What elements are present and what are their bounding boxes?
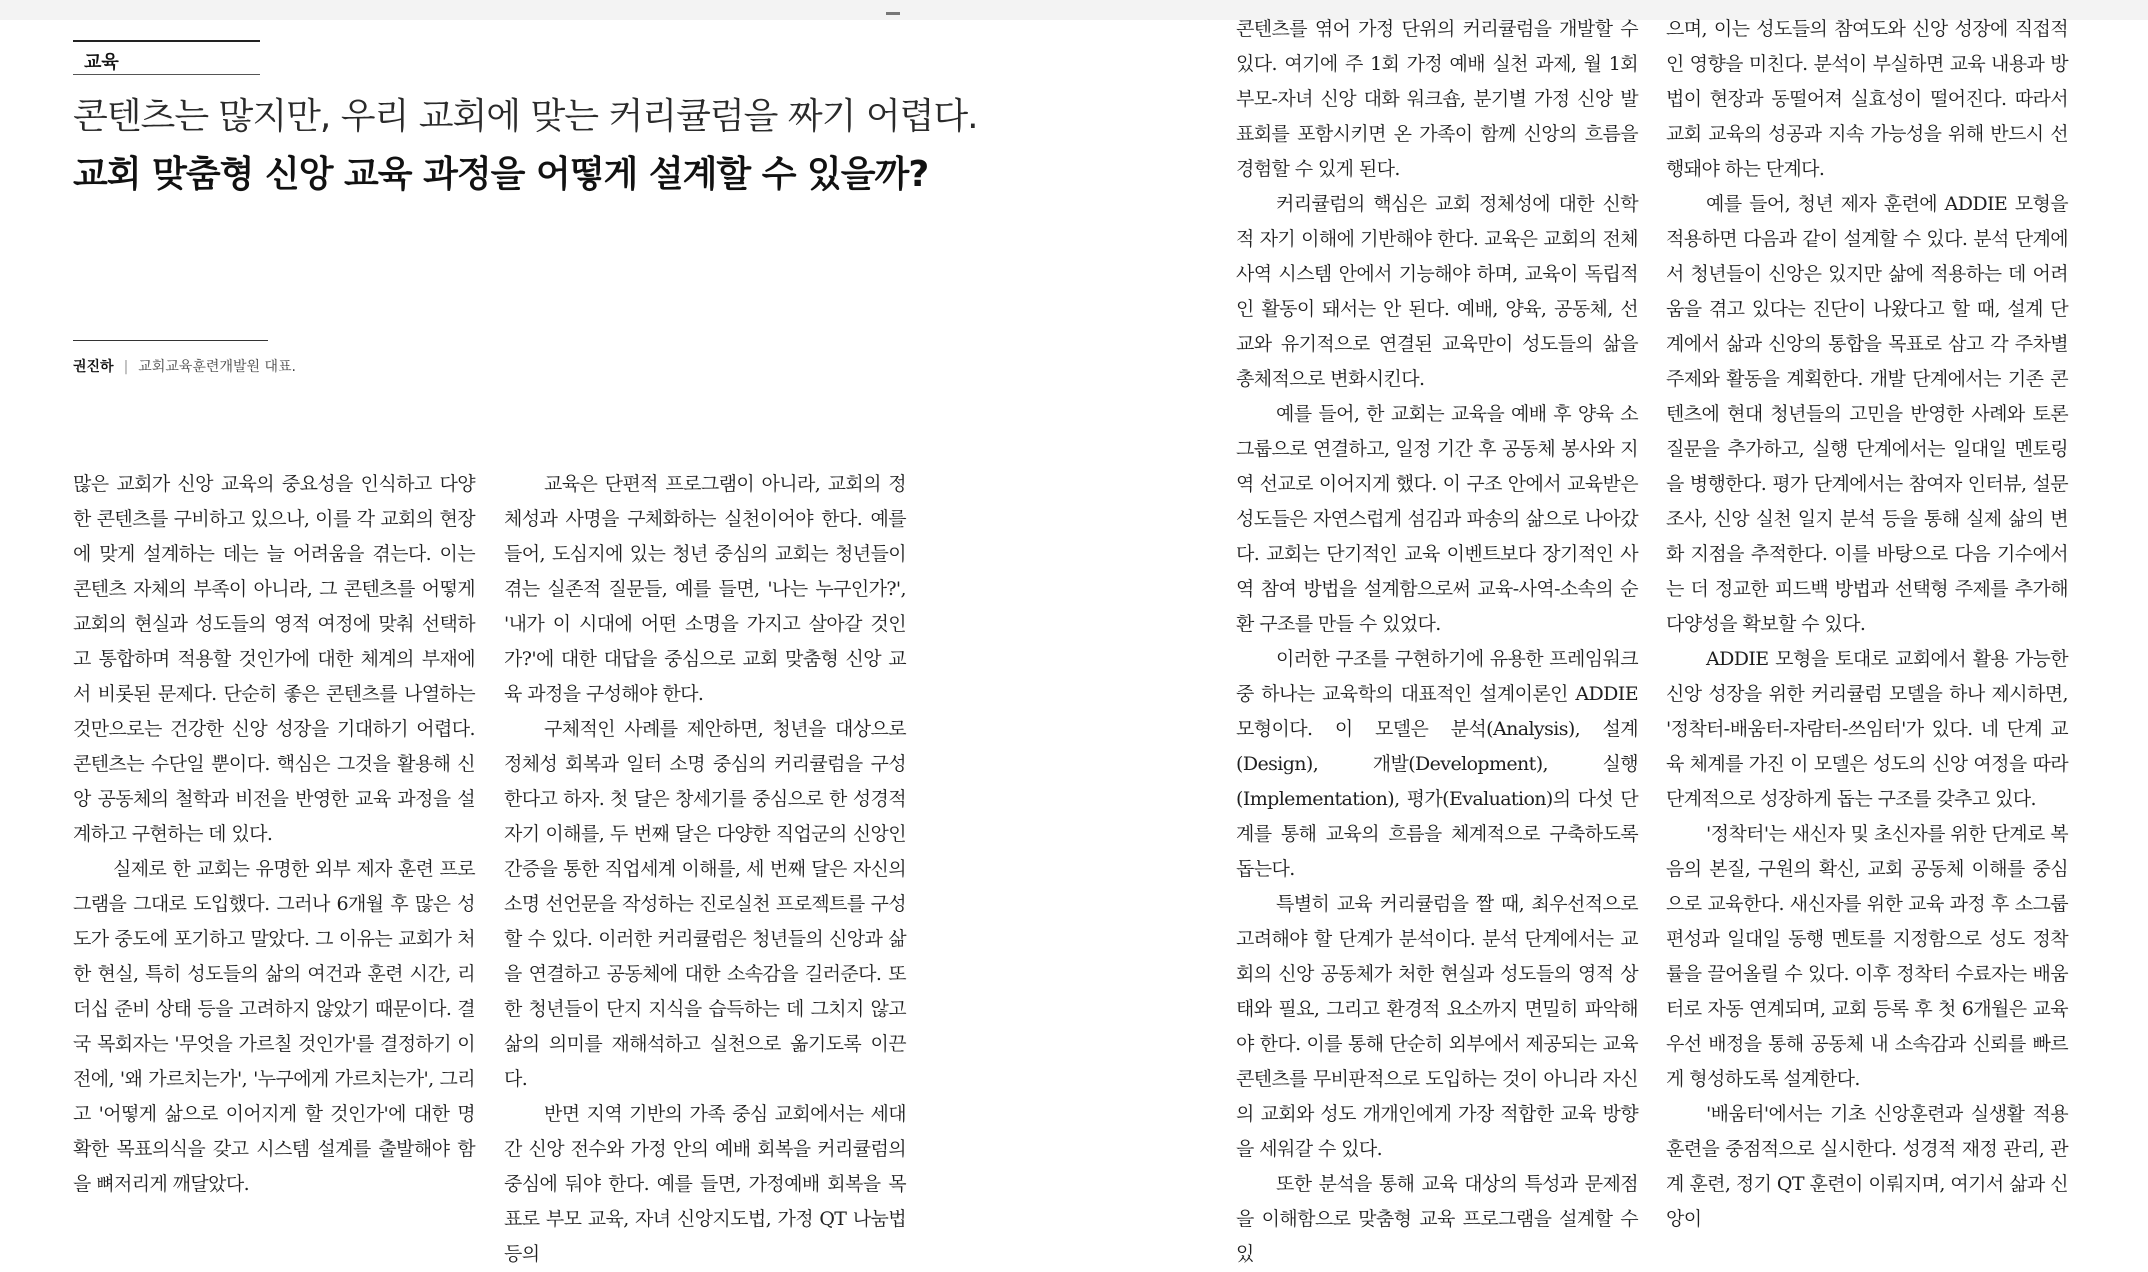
author-byline bbox=[73, 356, 296, 376]
paragraph: '정착터'는 새신자 및 초신자를 위한 단계로 복음의 본질, 구원의 확신, 교회 공동체 이해를 중심으로 교육한다. 새신자를 위한 교육 과정 후 소그룹 편성과 일대일 동행 멘토를 지정함으로 성도 정착률을 끌어올릴 수 있다. 이후 정착터 수료자는 배움터로 자동 연계되며, 교회 등록 후 첫 6개월은 교육 우선 배정을 통해 공동체 내 소속감과 신뢰를 빠르게 형성하도록 설계한다. bbox=[1666, 823, 2068, 1090]
author-name: 권진하 bbox=[73, 359, 114, 375]
author-rule bbox=[73, 340, 268, 341]
paragraph: '배움터'에서는 기초 신앙훈련과 실생활 적용 훈련을 중점적으로 실시한다. 성경적 재정 관리, 관계 훈련, 정기 QT 훈련이 이뤄지며, 여기서 삶과 신앙이 bbox=[1666, 1103, 2068, 1230]
paragraph: 커리큘럼의 핵심은 교회 정체성에 대한 신학적 자기 이해에 기반해야 한다. 교육은 교회의 전체 사역 시스템 안에서 기능해야 하며, 교육이 독립적인 활동이 돼서는 안 된다. 예배, 양육, 공동체, 선교와 유기적으로 연결된 교육만이 성도들의 삶을 총체적으로 변화시킨다. bbox=[1236, 193, 1638, 390]
paragraph: 또한 분석을 통해 교육 대상의 특성과 문제점을 이해함으로 맞춤형 교육 프로그램을 설계할 수 있 bbox=[1236, 1173, 1638, 1265]
section-rule-bottom bbox=[73, 74, 260, 75]
paragraph: ADDIE 모형을 토대로 교회에서 활용 가능한 신앙 성장을 위한 커리큘럼 모델을 하나 제시하면, '정착터-배움터-자람터-쓰임터'가 있다. 네 단계 교육 체계를 가진 이 모델은 성도의 신앙 여정을 따라 단계적으로 성장하게 돕는 구조를 갖추고 있다. bbox=[1666, 648, 2068, 810]
author-affiliation: 교회교육훈련개발원 대표. bbox=[138, 359, 296, 375]
paragraph: 특별히 교육 커리큘럼을 짤 때, 최우선적으로 고려해야 할 단계가 분석이다. 분석 단계에서는 교회의 신앙 공동체가 처한 현실과 성도들의 영적 상태와 필요, 그리고 환경적 요소까지 면밀히 파악해야 한다. 이를 통해 단순히 외부에서 제공되는 교육 콘텐츠를 무비판적으로 도입하는 것이 아니라 자신의 교회와 성도 개개인에게 가장 적합한 교육 방향을 세워갈 수 있다. bbox=[1236, 893, 1638, 1160]
section-rule-top bbox=[73, 40, 260, 42]
paragraph: 으며, 이는 성도들의 참여도와 신앙 성장에 직접적인 영향을 미친다. 분석이 부실하면 교육 내용과 방법이 현장과 동떨어져 실효성이 떨어진다. 따라서 교회 교육의 성공과 지속 가능성을 위해 반드시 선행돼야 하는 단계다. bbox=[1666, 18, 2068, 180]
right-column-2 bbox=[1666, 12, 2068, 1230]
paragraph: 이러한 구조를 구현하기에 유용한 프레임워크 중 하나는 교육학의 대표적인 설계이론인 ADDIE 모형이다. 이 모델은 분석(Analysis), 설계(Design), 개발(Development), 실행(Implementation), 평가(Evaluation)의 다섯 단계를 통해 교육의 흐름을 체계적으로 구축하도록 돕는다. bbox=[1236, 648, 1638, 880]
section-label: 교육 bbox=[84, 52, 119, 73]
paragraph: 실제로 한 교회는 유명한 외부 제자 훈련 프로그램을 그대로 도입했다. 그러나 6개월 후 많은 성도가 중도에 포기하고 말았다. 그 이유는 교회가 처한 현실, 특히 성도들의 삶의 여건과 훈련 시간, 리더십 준비 상태 등을 고려하지 않았기 때문이다. 결국 목회자는 '무엇을 가르칠 것인가'를 결정하기 이전에, '왜 가르치는가', '누구에게 가르치는가', 그리고 '어떻게 삶으로 이어지게 할 것인가'에 대한 명확한 목표의식을 갖고 시스템 설계를 출발해야 함을 뼈저리게 깨달았다. bbox=[73, 858, 475, 1195]
paragraph: 구체적인 사례를 제안하면, 청년을 대상으로 정체성 회복과 일터 소명 중심의 커리큘럼을 구성한다고 하자. 첫 달은 창세기를 중심으로 한 성경적 자기 이해를, 두 번째 달은 다양한 직업군의 신앙인 간증을 통한 직업세계 이해를, 세 번째 달은 자신의 소명 선언문을 작성하는 진로실천 프로젝트를 구성할 수 있다. 이러한 커리큘럼은 청년들의 신앙과 삶을 연결하고 공동체에 대한 소속감을 길러준다. 또한 청년들이 단지 지식을 습득하는 데 그치지 않고 삶의 의미를 재해석하고 실천으로 옮기도록 이끈다. bbox=[504, 718, 906, 1090]
left-column-1 bbox=[73, 467, 475, 1207]
paragraph: 예를 들어, 청년 제자 훈련에 ADDIE 모형을 적용하면 다음과 같이 설계할 수 있다. 분석 단계에서 청년들이 신앙은 있지만 삶에 적용하는 데 어려움을 겪고 있다는 진단이 나왔다고 할 때, 설계 단계에서 삶과 신앙의 통합을 목표로 삼고 각 주차별 주제와 활동을 계획한다. 개발 단계에서는 기존 콘텐츠에 현대 청년들의 고민을 반영한 사례와 토론 질문을 추가하고, 실행 단계에서는 일대일 멘토링을 병행한다. 평가 단계에서는 참여자 인터뷰, 설문조사, 신앙 실천 일지 분석 등을 통해 실제 삶의 변화 지점을 추적한다. 이를 바탕으로 다음 기수에서는 더 정교한 피드백 방법과 선택형 주제를 추가해 다양성을 확보할 수 있다. bbox=[1666, 193, 2068, 635]
right-column-1 bbox=[1236, 12, 1638, 1265]
article-title: 교회 맞춤형 신앙 교육 과정을 어떻게 설계할 수 있을까? bbox=[73, 154, 929, 195]
left-column-2 bbox=[504, 467, 906, 1265]
paragraph: 교육은 단편적 프로그램이 아니라, 교회의 정체성과 사명을 구체화하는 실천이어야 한다. 예를 들어, 도심지에 있는 청년 중심의 교회는 청년들이 겪는 실존적 질문들, 예를 들면, '나는 누구인가?', '내가 이 시대에 어떤 소명을 가지고 살아갈 것인가?'에 대한 대답을 중심으로 교회 맞춤형 신앙 교육 과정을 구성해야 한다. bbox=[504, 473, 906, 705]
byline-separator: | bbox=[123, 359, 129, 375]
paragraph: 반면 지역 기반의 가족 중심 교회에서는 세대 간 신앙 전수와 가정 안의 예배 회복을 커리큘럼의 중심에 둬야 한다. 예를 들면, 가정예배 회복을 목표로 부모 교육, 자녀 신앙지도법, 가정 QT 나눔법 등의 bbox=[504, 1103, 906, 1265]
paragraph: 많은 교회가 신앙 교육의 중요성을 인식하고 다양한 콘텐츠를 구비하고 있으나, 이를 각 교회의 현장에 맞게 설계하는 데는 늘 어려움을 겪는다. 이는 콘텐츠 자체의 부족이 아니라, 그 콘텐츠를 어떻게 교회의 현실과 성도들의 영적 여정에 맞춰 선택하고 통합하며 적용할 것인가에 대한 체계의 부재에서 비롯된 문제다. 단순히 좋은 콘텐츠를 나열하는 것만으로는 건강한 신앙 성장을 기대하기 어렵다. 콘텐츠는 수단일 뿐이다. 핵심은 그것을 활용해 신앙 공동체의 철학과 비전을 반영한 교육 과정을 설계하고 구현하는 데 있다. bbox=[73, 473, 475, 845]
paragraph: 콘텐츠를 엮어 가정 단위의 커리큘럼을 개발할 수 있다. 여기에 주 1회 가정 예배 실천 과제, 월 1회 부모-자녀 신앙 대화 워크숍, 분기별 가정 신앙 발표회를 포함시키면 온 가족이 함께 신앙의 흐름을 경험할 수 있게 된다. bbox=[1236, 18, 1638, 180]
paragraph: 예를 들어, 한 교회는 교육을 예배 후 양육 소그룹으로 연결하고, 일정 기간 후 공동체 봉사와 지역 선교로 이어지게 했다. 이 구조 안에서 교육받은 성도들은 자연스럽게 섬김과 파송의 삶으로 나아갔다. 교회는 단기적인 교육 이벤트보다 장기적인 사역 참여 방법을 설계함으로써 교육-사역-소속의 순환 구조를 만들 수 있었다. bbox=[1236, 403, 1638, 635]
article-subtitle: 콘텐츠는 많지만, 우리 교회에 맞는 커리큘럼을 짜기 어렵다. bbox=[73, 96, 978, 137]
